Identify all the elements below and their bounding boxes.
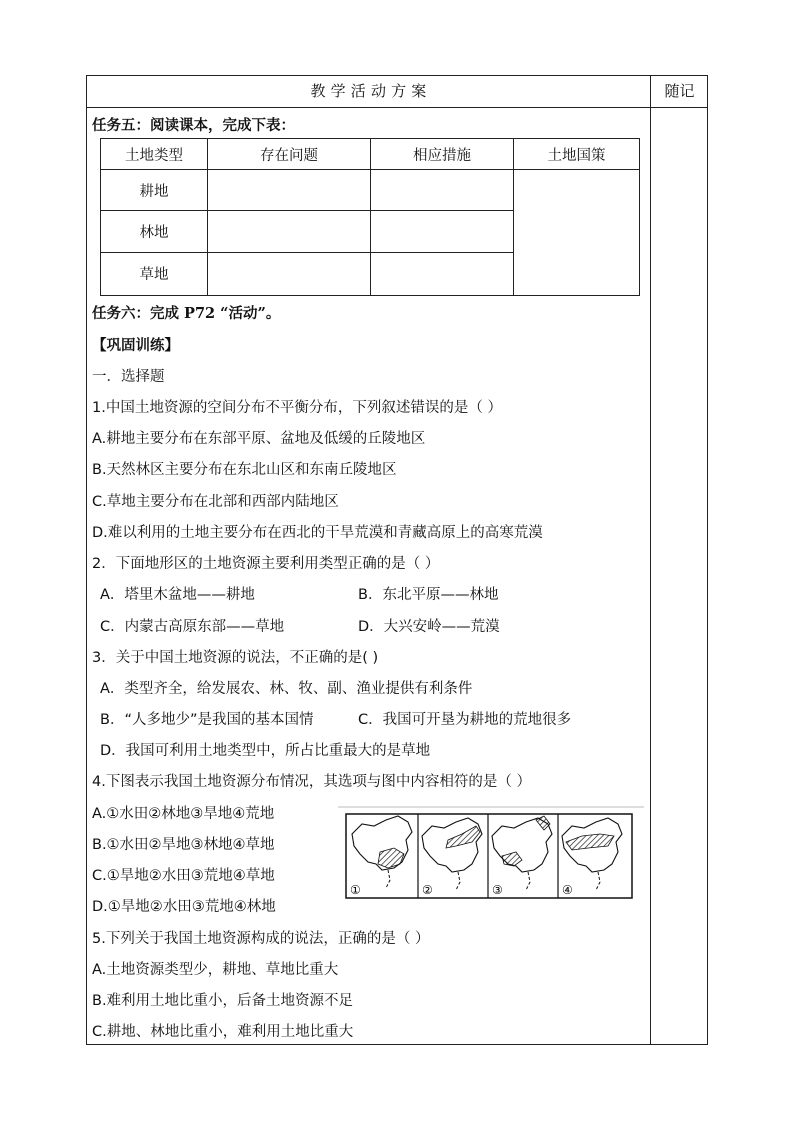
option-c: C.①旱地②水田③荒地④草地 [92,868,275,884]
row-label-cell: 耕地 [101,170,208,211]
option-d: D．大兴安岭——荒漠 [358,619,500,635]
problem-cell[interactable] [208,211,371,252]
question-stem: 4.下图表示我国土地资源分布情况，其选项与图中内容相符的是（ ） [92,774,531,790]
map-label: ③ [492,883,503,897]
option-a: A.①水田②林地③旱地④荒地 [92,806,275,822]
option-b: B．东北平原——林地 [358,587,499,603]
option-c: C．我国可开垦为耕地的荒地很多 [358,712,572,728]
question-stem: 1.中国土地资源的空间分布不平衡分布，下列叙述错误的是（ ） [92,400,502,416]
land-type-table [100,138,640,296]
measure-cell[interactable] [371,211,514,252]
header-divider [87,107,707,108]
option-d: D.难以利用的土地主要分布在西北的干旱荒漠和青藏高原上的高寒荒漠 [92,525,543,541]
option-c: C.耕地、林地比重小，难利用土地比重大 [92,1024,354,1040]
part-heading: 一．选择题 [92,369,165,385]
option-b: B.天然林区主要分布在东北山区和东南丘陵地区 [92,462,397,478]
problem-cell[interactable] [208,170,371,211]
land-distribution-maps [338,806,644,902]
policy-cell[interactable] [514,170,640,296]
section-heading: 【巩固训练】 [92,337,179,354]
map-label: ② [422,883,433,897]
table-header-cell: 土地国策 [514,139,640,170]
option-b: B．“人多地少”是我国的基本国情 [100,712,314,728]
option-d: D.①旱地②水田③荒地④林地 [92,899,276,915]
option-c: C.草地主要分布在北部和西部内陆地区 [92,494,339,510]
option-b: B.①水田②旱地③林地④草地 [92,837,275,853]
map-panel-3 [492,816,552,890]
table-header-cell: 存在问题 [208,139,371,170]
table-header-cell: 土地类型 [101,139,208,170]
problem-cell[interactable] [208,252,371,295]
map-panel-2 [422,818,482,890]
option-c: C．内蒙古高原东部——草地 [100,619,285,635]
question-stem: 5.下列关于我国土地资源构成的说法，正确的是（ ） [92,931,430,947]
measure-cell[interactable] [371,252,514,295]
column-divider [650,76,651,1044]
task5-heading: 任务五：阅读课本，完成下表： [92,117,295,134]
question-stem: 3．关于中国土地资源的说法，不正确的是( ) [92,650,379,666]
option-a: A．类型齐全，给发展农、林、牧、副、渔业提供有利条件 [100,681,473,697]
table-header-cell: 相应措施 [371,139,514,170]
table-header-row [101,139,640,170]
measure-cell[interactable] [371,170,514,211]
map-label: ① [350,883,361,897]
notes-header: 随记 [664,82,695,100]
option-a: A．塔里木盆地——耕地 [100,587,255,603]
map-panel-1 [352,816,412,888]
option-a: A.土地资源类型少，耕地、草地比重大 [92,962,339,978]
map-panel-4 [562,818,622,890]
table-row [101,170,640,211]
row-label-cell: 草地 [101,252,208,295]
option-d: D．我国可利用土地类型中，所占比重最大的是草地 [100,743,431,759]
option-a: A.耕地主要分布在东部平原、盆地及低缓的丘陵地区 [92,431,426,447]
task6-heading: 任务六：完成 P72 “活动”。 [92,305,281,322]
question-stem: 2．下面地形区的土地资源主要利用类型正确的是（ ） [92,556,440,572]
row-label-cell: 林地 [101,211,208,252]
plan-header: 教 学 活 动 方 案 [310,82,427,100]
map-label: ④ [562,883,573,897]
option-b: B.难利用土地比重小，后备土地资源不足 [92,993,354,1009]
